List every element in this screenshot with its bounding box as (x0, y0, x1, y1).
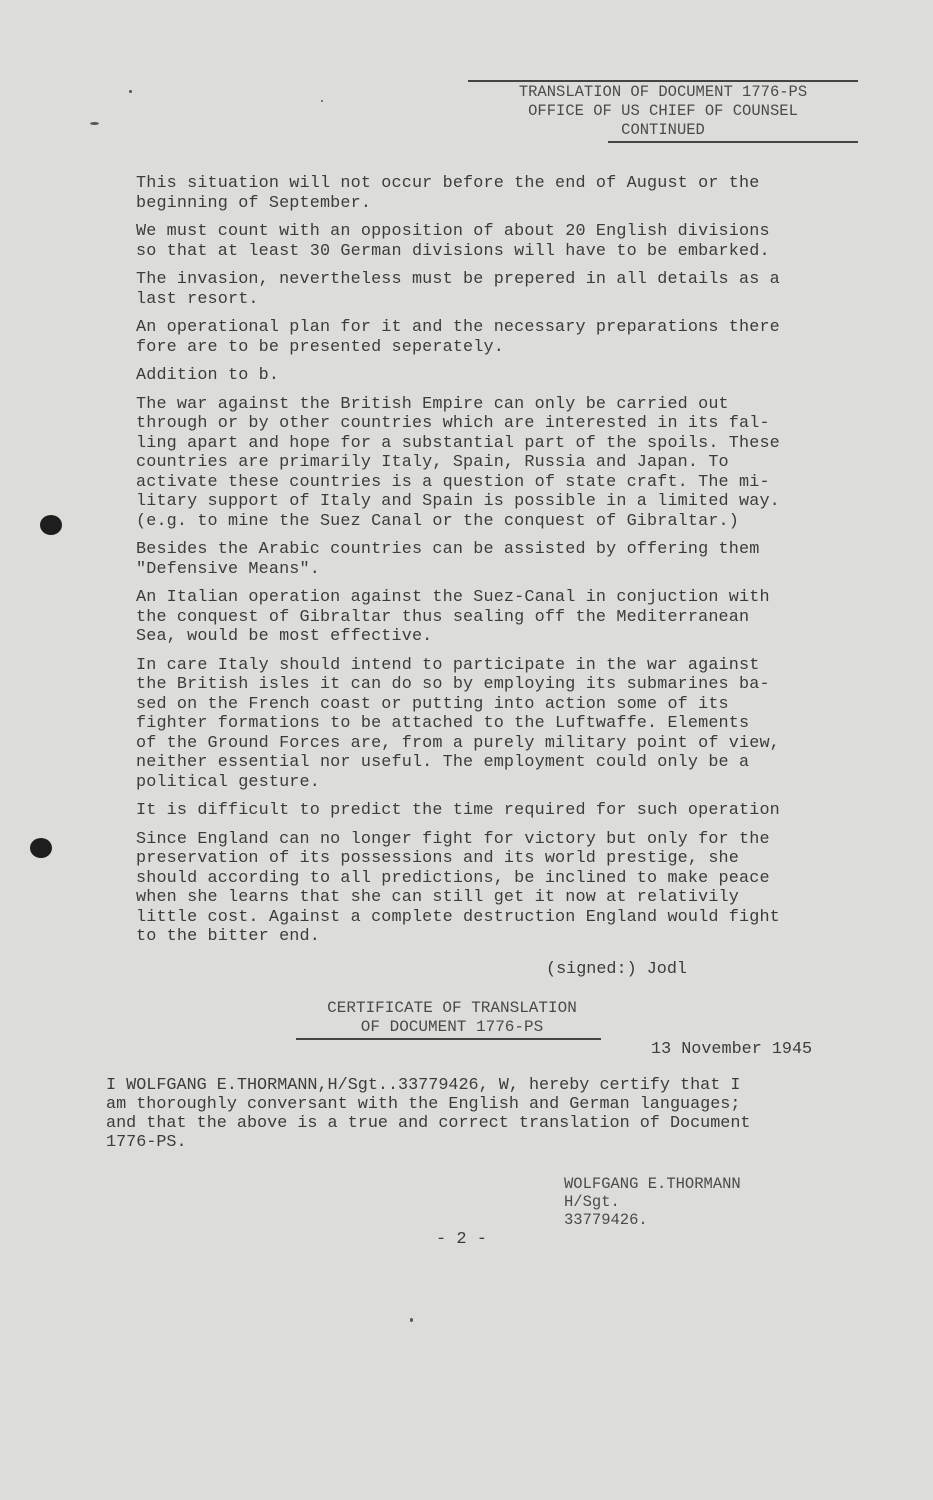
certificate-body (106, 1076, 866, 1152)
text-line: the conquest of Gibraltar thus sealing off the Mediterranean (136, 607, 750, 627)
page-number: - 2 - (436, 1230, 488, 1249)
ink-speck (129, 90, 132, 93)
header-continued: CONTINUED (621, 121, 705, 139)
text-line: am thoroughly conversant with the English and German languages; (106, 1095, 741, 1114)
text-line: fighter formations to be attached to the Luftwaffe. Elements (136, 714, 750, 733)
header-office: OFFICE OF US CHIEF OF COUNSEL (528, 102, 798, 120)
text-line: of the Ground Forces are, from a purely military point of view, (136, 733, 780, 753)
certificate-title-line: CERTIFICATE OF TRANSLATION (327, 999, 577, 1017)
text-line: when she learns that she can still get it now at relativily (136, 888, 740, 907)
document-body (136, 174, 881, 956)
text-line: I WOLFGANG E.THORMANN,H/Sgt..33779426, W, hereby certify that I (106, 1076, 741, 1095)
signature-serial: 33779426. (564, 1211, 648, 1229)
text-line: and that the above is a true and correct translation of Document (106, 1114, 751, 1133)
text-line: last resort. (136, 289, 259, 309)
text-line: It is difficult to predict the time required for such operation (136, 801, 780, 820)
text-line: An operational plan for it and the necessary preparations there (136, 318, 780, 337)
certificate-date: 13 November 1945 (651, 1040, 813, 1059)
text-line: beginning of September. (136, 193, 372, 213)
paragraph (136, 588, 881, 647)
text-line: fore are to be presented seperately. (136, 337, 504, 357)
text-line: In care Italy should intend to participate in the war against (136, 655, 760, 675)
text-line: Addition to b. (136, 366, 280, 385)
punch-hole-top (40, 515, 62, 535)
punch-hole-bottom (30, 838, 52, 858)
paragraph (136, 801, 881, 821)
text-line: litary support of Italy and Spain is possible in a limited way. (136, 492, 780, 511)
text-line: 1776-PS. (106, 1133, 187, 1152)
certificate-title (296, 999, 608, 1040)
text-line: The war against the British Empire can only be carried out (136, 394, 729, 414)
text-line: through or by other countries which are interested in its fal- (136, 414, 770, 433)
translator-signature (564, 1175, 741, 1229)
text-line: political gesture. (136, 772, 320, 792)
text-line: neither essential nor useful. The employment could only be a (136, 753, 750, 772)
signature-rank: H/Sgt. (564, 1193, 620, 1211)
text-line: ling apart and hope for a substantial part of the spoils. These (136, 433, 780, 453)
ink-speck (321, 100, 323, 102)
text-line: Since England can no longer fight for victory but only for the (136, 829, 770, 849)
paragraph (136, 222, 881, 261)
text-line: sed on the French coast or putting into action some of its (136, 694, 729, 714)
paragraph (136, 318, 881, 357)
text-line: "Defensive Means". (136, 559, 320, 579)
paragraph (136, 830, 881, 947)
signature-name: WOLFGANG E.THORMANN (564, 1175, 741, 1193)
ink-speck (90, 122, 99, 125)
text-line: should according to all predictions, be inclined to make peace (136, 868, 770, 888)
paragraph (136, 395, 881, 532)
paragraph (136, 366, 881, 386)
text-line: An Italian operation against the Suez-Canal in conjuction with (136, 588, 770, 607)
text-line: Besides the Arabic countries can be assisted by offering them (136, 540, 760, 559)
paragraph (136, 656, 881, 793)
text-line: countries are primarily Italy, Spain, Russia and Japan. To (136, 453, 729, 472)
text-line: We must count with an opposition of about 20 English divisions (136, 222, 770, 241)
paragraph (136, 270, 881, 309)
paragraph (136, 174, 881, 213)
header-title: TRANSLATION OF DOCUMENT 1776-PS (518, 83, 808, 101)
text-line: so that at least 30 German divisions will have to be embarked. (136, 241, 770, 261)
ink-speck (410, 1318, 413, 1322)
text-line: preservation of its possessions and its world prestige, she (136, 849, 740, 868)
paragraph (136, 540, 881, 579)
text-line: Sea, would be most effective. (136, 627, 433, 646)
certificate-document-line: OF DOCUMENT 1776-PS (360, 1018, 544, 1036)
text-line: This situation will not occur before the end of August or the (136, 174, 760, 193)
document-header (468, 80, 858, 143)
signed-by: (signed:) Jodl (546, 960, 687, 979)
text-line: the British isles it can do so by employing its submarines ba- (136, 675, 770, 694)
text-line: activate these countries is a question of state craft. The mi- (136, 472, 770, 492)
header-rule-top (468, 80, 858, 82)
text-line: to the bitter end. (136, 927, 320, 946)
text-line: (e.g. to mine the Suez Canal or the conquest of Gibraltar.) (136, 511, 740, 531)
text-line: The invasion, nevertheless must be prepered in all details as a (136, 270, 780, 289)
text-line: little cost. Against a complete destruction England would fight (136, 907, 780, 927)
header-rule-bottom (608, 141, 858, 143)
certificate-title-rule (296, 1038, 601, 1040)
